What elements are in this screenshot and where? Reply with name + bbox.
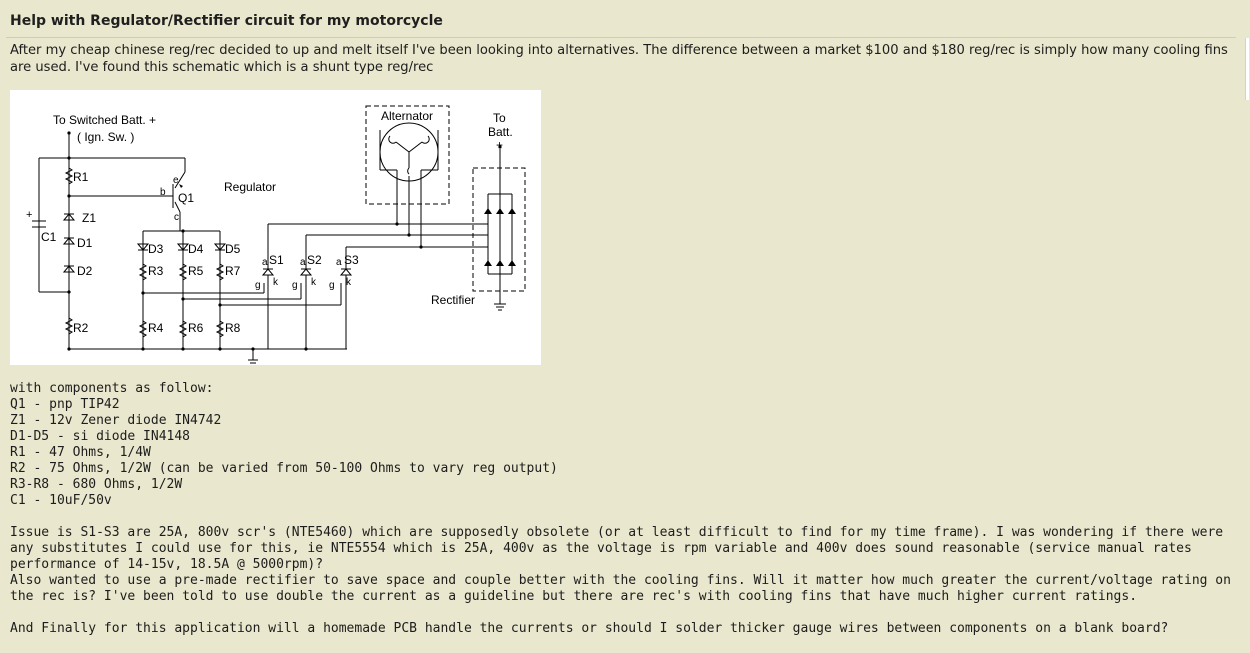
components-list xyxy=(10,381,558,509)
label-s2-k: k xyxy=(311,277,316,288)
schematic-image xyxy=(10,90,541,365)
label-s1-k: k xyxy=(273,277,278,288)
label-q1-e: e xyxy=(173,175,179,186)
label-d3: D3 xyxy=(148,242,164,256)
component-line: R3-R8 - 680 Ohms, 1/2W xyxy=(10,477,183,492)
component-line: Q1 - pnp TIP42 xyxy=(10,397,120,412)
label-s1: S1 xyxy=(269,253,284,267)
paragraph-rectifier: Also wanted to use a pre-made rectifier to save space and couple better with the cooling fins. Will it matter how much greater the current/voltage rating on the rec is? I've been told to use double the current as a guideline but there are rec's with cooling fins that have much higher current ratings. xyxy=(10,573,1239,604)
label-switched-batt: To Switched Batt. + xyxy=(53,113,157,127)
schematic-diagram xyxy=(10,90,541,365)
component-line: R2 - 75 Ohms, 1/2W (can be varied from 50-100 Ohms to vary reg output) xyxy=(10,461,558,476)
paragraph-pcb: And Finally for this application will a homemade PCB handle the currents or should I solder thicker gauge wires between components on a blank board? xyxy=(10,621,1169,636)
label-r7: R7 xyxy=(225,264,241,278)
label-q1-c: c xyxy=(174,212,179,223)
label-r3: R3 xyxy=(148,264,164,278)
label-batt: Batt. xyxy=(488,125,513,139)
label-s3-k: k xyxy=(346,277,351,288)
paragraph-scr-issue: Issue is S1-S3 are 25A, 800v scr's (NTE5460) which are supposedly obsolete (or at least difficult to find for my time frame). I was wondering if there were any substitutes I could use for this, ie NTE5554 which is 25A, 400v as the voltage is rpm variable and 400v does sound reasonable (service manual rates performance of 14-15v, 18.5A @ 5000rpm)? xyxy=(10,525,1231,572)
component-line: R1 - 47 Ohms, 1/4W xyxy=(10,445,151,460)
label-regulator: Regulator xyxy=(224,180,277,194)
label-r6: R6 xyxy=(188,321,204,335)
components-intro: with components as follow: xyxy=(10,381,214,396)
scrollbar[interactable] xyxy=(1245,38,1249,100)
component-line: D1-D5 - si diode IN4148 xyxy=(10,429,191,444)
label-s1-a: a xyxy=(262,257,268,268)
label-s2: S2 xyxy=(307,253,322,267)
intro-paragraph: After my cheap chinese reg/rec decided to up and melt itself I've been looking into alternatives. The difference between a market $100 and $180 reg/rec is simply how many cooling fins are used. I've found this schematic which is a shunt type reg/rec xyxy=(10,43,1233,75)
label-c1: C1 xyxy=(41,230,57,244)
label-s2-g: g xyxy=(292,280,298,291)
label-d5: D5 xyxy=(225,242,241,256)
label-rectifier: Rectifier xyxy=(431,293,476,307)
label-q1: Q1 xyxy=(178,191,195,205)
label-s3: S3 xyxy=(344,253,359,267)
label-r5: R5 xyxy=(188,264,204,278)
label-r4: R4 xyxy=(148,321,164,335)
label-d4: D4 xyxy=(188,242,204,256)
post-title: Help with Regulator/Rectifier circuit for my motorcycle xyxy=(10,13,443,29)
label-r1: R1 xyxy=(73,170,89,184)
component-line: Z1 - 12v Zener diode IN4742 xyxy=(10,413,222,428)
label-c1-plus: + xyxy=(26,209,33,221)
label-r2: R2 xyxy=(73,321,89,335)
label-s3-a: a xyxy=(336,257,342,268)
label-s2-a: a xyxy=(300,257,306,268)
label-z1: Z1 xyxy=(82,211,97,225)
label-r8: R8 xyxy=(225,321,241,335)
label-d2: D2 xyxy=(77,264,93,278)
label-d1: D1 xyxy=(77,236,93,250)
label-batt-plus: + xyxy=(496,138,504,152)
label-s3-g: g xyxy=(329,280,335,291)
label-to: To xyxy=(493,111,506,125)
label-s1-g: g xyxy=(255,280,261,291)
label-alternator: Alternator xyxy=(381,109,434,123)
title-divider xyxy=(6,37,1236,38)
label-q1-b: b xyxy=(160,187,166,198)
component-line: C1 - 10uF/50v xyxy=(10,493,112,508)
label-ign-sw: ( Ign. Sw. ) xyxy=(77,130,135,144)
